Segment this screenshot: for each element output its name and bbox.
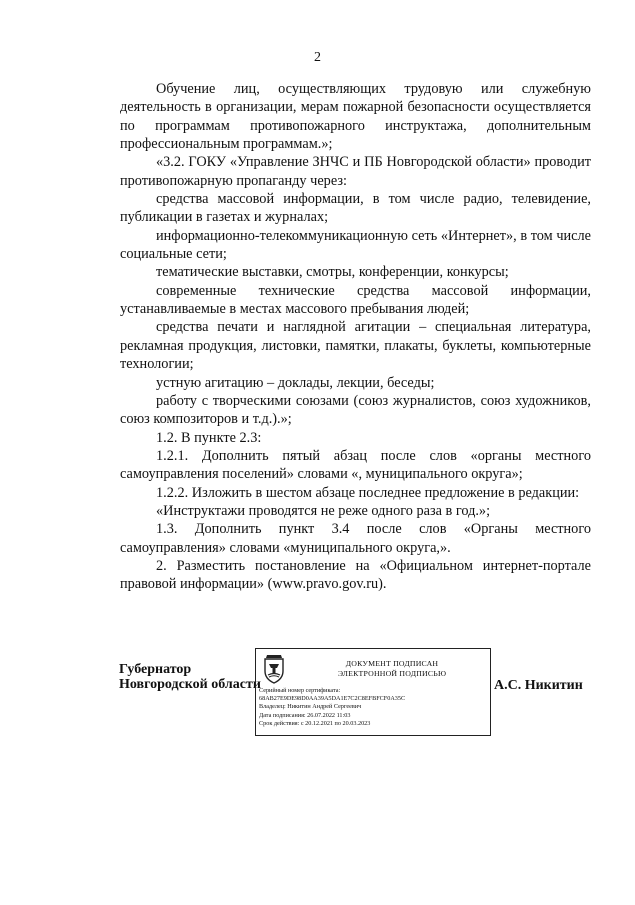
paragraph: 1.3. Дополнить пункт 3.4 после слов «Органы местного самоуправления» словами «муниципального округа,». xyxy=(120,521,591,556)
electronic-signature-stamp xyxy=(255,648,491,736)
stamp-title xyxy=(302,659,482,679)
paragraph: информационно-телекоммуникационную сеть «Интернет», в том числе социальные сети; xyxy=(120,227,591,263)
validity-period: Срок действия: с 20.12.2021 по 20.03.2023 xyxy=(259,719,371,727)
position-title: Губернатор xyxy=(119,662,192,677)
stamp-details xyxy=(259,687,405,728)
paragraph: средства печати и наглядной агитации – специальная литература, рекламная продукция, листовки, памятки, плакаты, буклеты, компьютерные технологии; xyxy=(120,319,591,373)
serial-number: 68AB27E9DE98D0AA39A5DA1E7C2C8EFBFCF0A35C xyxy=(259,695,406,703)
paragraph: средства массовой информации, в том числе радио, телевидение, публикации в газетах и журналах; xyxy=(120,191,591,226)
paragraph: 1.2. В пункте 2.3: xyxy=(156,429,262,446)
paragraph: Обучение лиц, осуществляющих трудовую или служебную деятельность в организации, мерам пожарной безопасности осуществляется по программам противопожарного инструктажа, дополнительным профессиональным программам.»; xyxy=(120,81,591,153)
paragraph: «Инструктажи проводятся не реже одного раза в год.»; xyxy=(156,502,491,519)
position-region: Новгородской области xyxy=(119,677,261,692)
stamp-title-line: ДОКУМЕНТ ПОДПИСАН xyxy=(345,659,439,668)
serial-label: Серийный номер сертификата: xyxy=(259,687,341,694)
certificate-owner: Владелец: Никитин Андрей Сергеевич xyxy=(259,703,362,711)
paragraph: 1.2.1. Дополнить пятый абзац после слов «органы местного самоуправления поселений» словами «, муниципального округа»; xyxy=(120,447,591,483)
signing-date: Дата подписания: 26.07.2022 11:03 xyxy=(259,711,351,719)
signatory-position xyxy=(119,662,261,692)
document-body xyxy=(120,80,591,594)
paragraph: современные технические средства массовой информации, устанавливаемые в местах массового пребывания людей; xyxy=(120,282,591,318)
paragraph: «3.2. ГОКУ «Управление ЗНЧС и ПБ Новгородской области» проводит противопожарную пропаганду через: xyxy=(120,154,591,189)
paragraph: 1.2.2. Изложить в шестом абзаце последнее предложение в редакции: xyxy=(156,484,580,501)
paragraph: устную агитацию – доклады, лекции, беседы; xyxy=(156,374,435,391)
paragraph: тематические выставки, смотры, конференции, конкурсы; xyxy=(156,264,509,281)
stamp-title-line: ЭЛЕКТРОННОЙ ПОДПИСЬЮ xyxy=(337,669,447,678)
paragraph: работу с творческими союзами (союз журналистов, союз художников, союз композиторов и т.д.).»; xyxy=(120,392,591,428)
page-number: 2 xyxy=(314,50,321,65)
paragraph: 2. Разместить постановление на «Официальном интернет-портале правовой информации» (www.pravo.gov.ru). xyxy=(120,557,591,593)
signatory-name: А.С. Никитин xyxy=(494,678,583,693)
coat-of-arms-icon xyxy=(260,652,288,684)
